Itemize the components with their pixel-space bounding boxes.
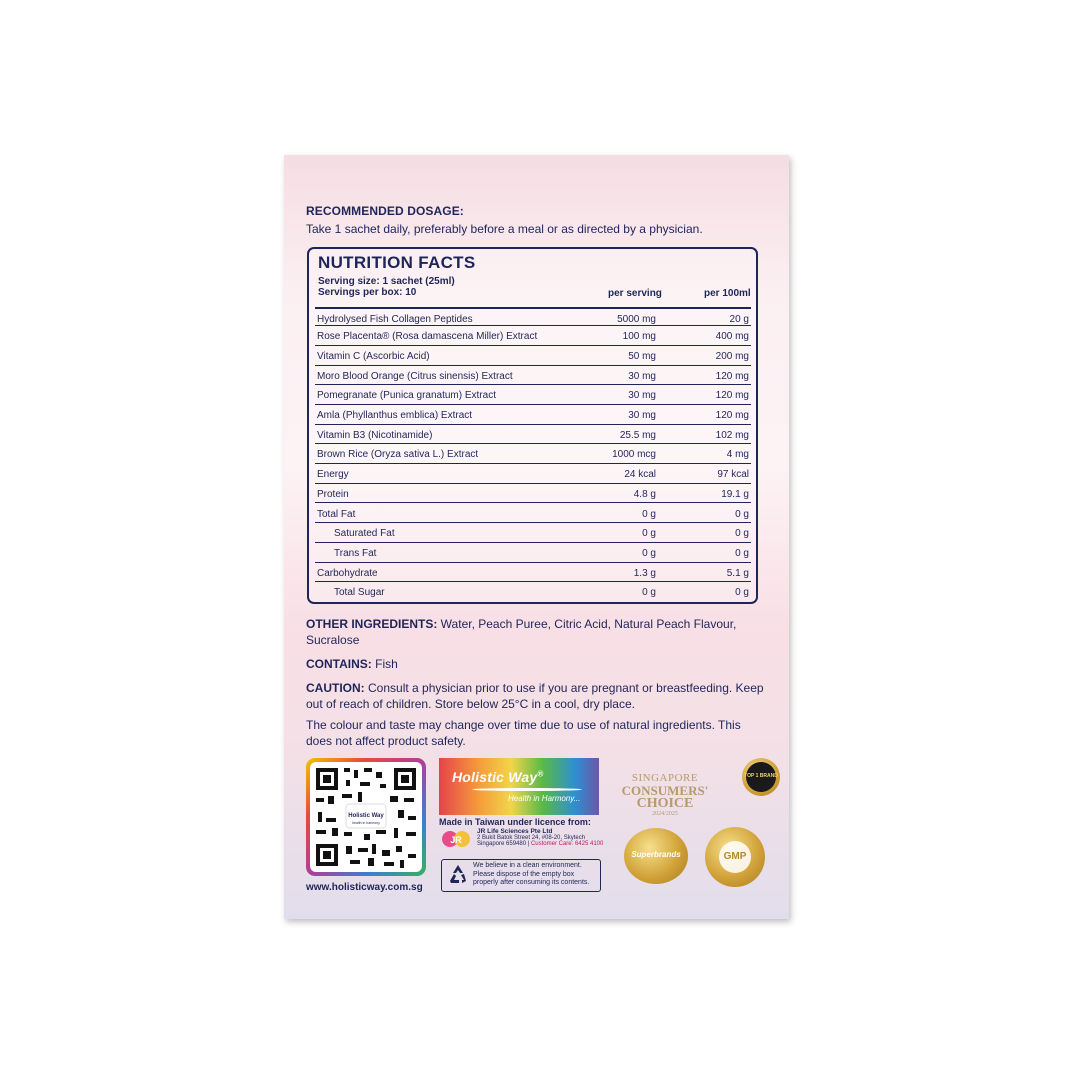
table-row	[315, 405, 751, 425]
per-serving-value: 1000 mcg	[612, 449, 656, 461]
nutrient-name: Carbohydrate	[317, 567, 378, 579]
per-serving-value: 30 mg	[628, 390, 656, 402]
per-serving-value: 5000 mg	[617, 313, 656, 325]
nutrient-name: Protein	[317, 488, 349, 500]
per-serving-value: 25.5 mg	[619, 429, 656, 441]
per-100ml-value: 102 mg	[715, 429, 749, 441]
per-serving-value: 30 mg	[628, 410, 656, 421]
nutrient-name: Vitamin B3 (Nicotinamide)	[317, 429, 433, 441]
svg-text:Holistic Way: Holistic Way	[348, 813, 384, 819]
table-row	[315, 444, 751, 464]
per-100ml-value: 120 mg	[715, 390, 749, 402]
col-per-100ml: per 100ml	[704, 288, 751, 299]
table-row	[315, 582, 751, 602]
per-100ml-value: 120 mg	[715, 370, 749, 382]
nutrient-name: Brown Rice (Oryza sativa L.) Extract	[317, 449, 479, 461]
swoosh-icon	[472, 788, 582, 791]
nutrient-name: Total Sugar	[334, 587, 385, 599]
holistic-way-banner	[439, 758, 599, 815]
nutrient-name: Trans Fat	[334, 547, 377, 559]
per-100ml-value: 5.1 g	[726, 567, 749, 579]
per-serving-value: 0 g	[642, 528, 656, 540]
per-serving-value: 24 kcal	[624, 469, 656, 481]
caution	[306, 680, 766, 712]
per-100ml-value: 0 g	[735, 587, 749, 599]
gmp-text: GMP	[723, 851, 747, 862]
table-row	[315, 523, 751, 543]
table-row	[315, 563, 751, 583]
website-link[interactable]: www.holisticway.com.sg	[306, 882, 423, 893]
table-row	[315, 425, 751, 445]
per-serving-value: 30 mg	[628, 370, 656, 382]
qr-pattern-icon	[310, 762, 422, 872]
nutrient-name: Hydrolysed Fish Collagen Peptides	[317, 313, 473, 325]
licensor-care: Customer Care: 6425 4100	[530, 841, 604, 847]
caution-label: CAUTION:	[306, 681, 365, 695]
qr-code[interactable]	[306, 758, 426, 876]
superbrands-badge	[624, 828, 688, 884]
table-row	[315, 385, 751, 405]
per-serving-value: 0 g	[642, 508, 656, 520]
nutrient-name: Amla (Phyllanthus emblica) Extract	[317, 410, 473, 421]
per-serving-value: 50 mg	[628, 350, 656, 362]
per-100ml-value: 120 mg	[715, 410, 749, 421]
per-serving-value: 100 mg	[622, 331, 656, 343]
superbrands-text: Superbrands	[631, 850, 681, 859]
other-ingredients-text: Water, Peach Puree, Citric Acid, Natural Peach Flavour, Sucralose	[306, 617, 737, 647]
per-100ml-value: 200 mg	[715, 350, 749, 362]
table-row	[315, 326, 751, 346]
holistic-way-logo	[452, 769, 544, 785]
table-row	[315, 484, 751, 504]
nutrient-name: Rose Placenta® (Rosa damascena Miller) Extract	[317, 331, 538, 343]
other-ingredients-label: OTHER INGREDIENTS:	[306, 617, 438, 631]
per-serving-value: 0 g	[642, 587, 656, 599]
licensor-city: Singapore 659480	[477, 841, 527, 847]
top-brand-badge	[742, 758, 780, 796]
per-100ml-value: 0 g	[735, 547, 749, 559]
table-row	[315, 464, 751, 484]
per-100ml-value: 20 g	[729, 313, 749, 325]
licensor-info: JR Life Sciences Pte Ltd 2 Bukit Batok Street 24, #08-20, Skytech Singapore 659480 | Customer Care: 6425 4100	[477, 828, 604, 847]
dosage-title: RECOMMENDED DOSAGE:	[306, 204, 464, 218]
nutrient-name: Total Fat	[317, 508, 356, 520]
recycle-icon	[447, 863, 469, 885]
licensor-name: JR Life Sciences Pte Ltd	[477, 828, 553, 835]
per-100ml-value: 19.1 g	[721, 488, 749, 500]
brand-tagline: Health in Harmony...	[508, 794, 581, 803]
contains-label: CONTAINS:	[306, 657, 372, 671]
nutrition-title: NUTRITION FACTS	[318, 253, 476, 272]
contains	[306, 656, 766, 672]
svg-text:JR: JR	[450, 835, 462, 845]
per-serving-value: 0 g	[642, 547, 656, 559]
col-per-serving: per serving	[608, 288, 662, 299]
product-note: The colour and taste may change over time due to use of natural ingredients. This does not affect product safety.	[306, 718, 741, 748]
nutrient-name: Energy	[317, 469, 349, 481]
per-100ml-value: 4 mg	[726, 449, 749, 461]
jr-logo-icon	[440, 828, 474, 854]
serving-size: Serving size: 1 sachet (25ml)	[318, 276, 455, 287]
per-serving-value: 4.8 g	[633, 488, 656, 500]
table-row	[315, 504, 751, 524]
scc-line3: CHOICE	[636, 796, 694, 811]
per-100ml-value: 97 kcal	[717, 469, 749, 481]
singapore-consumers-choice-award	[610, 772, 720, 817]
svg-text:health in harmony: health in harmony	[352, 821, 380, 825]
made-in-text: Made in Taiwan under licence from:	[439, 817, 591, 827]
table-row	[315, 346, 751, 366]
brand-reg: ®	[537, 769, 544, 779]
nutrient-name: Vitamin C (Ascorbic Acid)	[317, 350, 430, 362]
per-100ml-value: 0 g	[735, 528, 749, 540]
gmp-badge	[705, 827, 765, 887]
top-brand-text: TOP 1 BRAND	[744, 773, 778, 779]
nutrient-name: Saturated Fat	[334, 528, 395, 540]
dosage-text: Take 1 sachet daily, preferably before a meal or as directed by a physician.	[306, 222, 703, 236]
per-100ml-value: 0 g	[735, 508, 749, 520]
table-row	[315, 543, 751, 563]
other-ingredients	[306, 616, 766, 648]
nutrient-name: Pomegranate (Punica granatum) Extract	[317, 390, 496, 402]
licensor-address: 2 Bukit Batok Street 24, #08-20, Skytech	[477, 835, 586, 841]
scc-years: 2024/2025	[652, 811, 678, 817]
scc-line1: SINGAPORE	[631, 772, 699, 784]
per-100ml-value: 400 mg	[715, 331, 749, 343]
table-row	[315, 366, 751, 386]
servings-per-box: Servings per box: 10	[318, 287, 417, 298]
contains-text: Fish	[371, 657, 398, 671]
brand-name: Holistic Way	[452, 769, 538, 785]
nutrient-name: Moro Blood Orange (Citrus sinensis) Extract	[317, 370, 513, 382]
recycle-text: We believe in a clean environment. Please dispose of the empty box properly after consuming its contents.	[473, 862, 590, 886]
scc-line2: CONSUMERS'	[621, 783, 709, 798]
per-serving-value: 1.3 g	[633, 567, 656, 579]
table-row	[315, 307, 751, 327]
caution-text: Consult a physician prior to use if you are pregnant or breastfeeding. Keep out of reach of children. Store below 25°C in a cool, dry place.	[306, 681, 764, 711]
